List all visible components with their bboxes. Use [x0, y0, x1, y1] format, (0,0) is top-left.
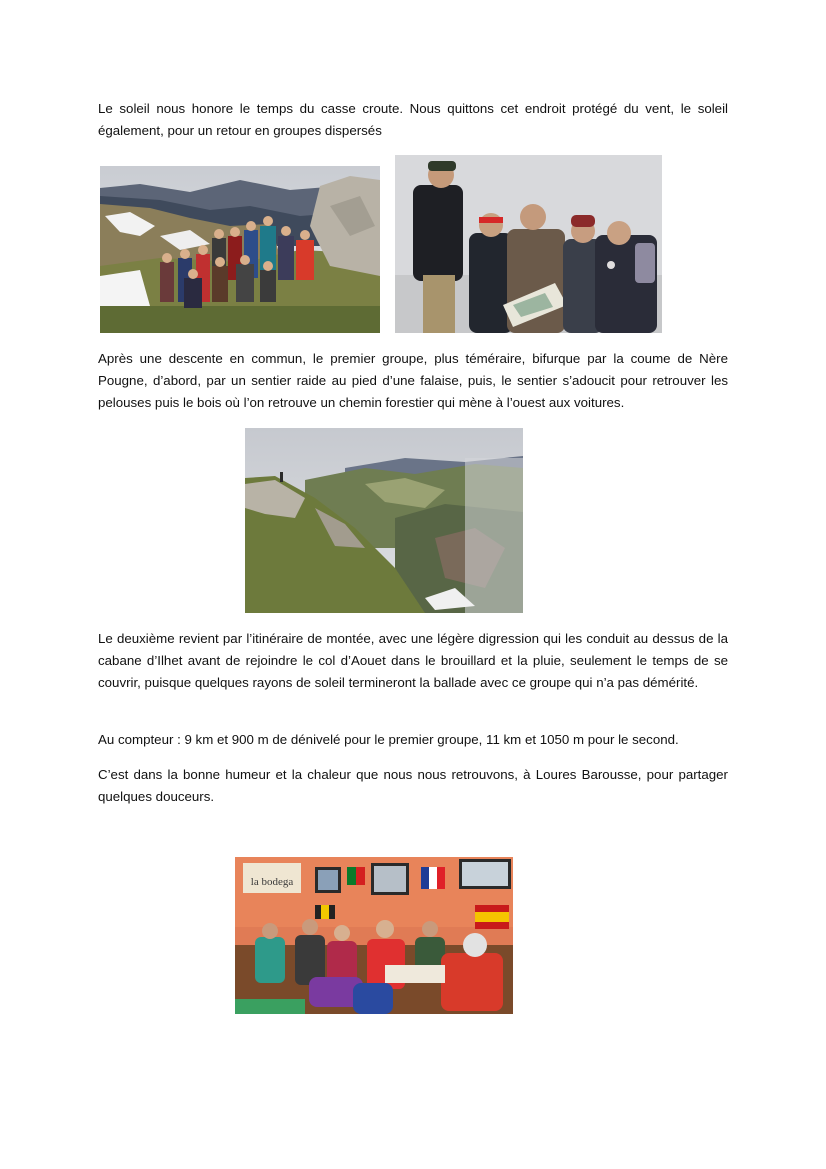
photo-hikers-map [395, 155, 662, 333]
paragraph-first-group: Après une descente en commun, le premier groupe, plus téméraire, bifurque par la coume de Nère Pougne, d’abord, par un sentier raide au pied d’une falaise, puis, le sentier s’adoucit pour retrouver les pelouses puis le bois où l’on retrouve un chemin forestier qui mène à l’ouest aux voitures. [98, 351, 728, 410]
photo-group-summit [100, 166, 380, 333]
paragraph-lunch: Le soleil nous honore le temps du casse croute. Nous quittons cet endroit protégé du vent, le soleil également, pour un retour en groupes dispersés [98, 101, 728, 138]
photo-cafe-gathering [235, 857, 513, 1014]
paragraph-distance-stats: Au compteur : 9 km et 900 m de dénivelé pour le premier groupe, 11 km et 1050 m pour le second. [98, 732, 679, 747]
cafe-sign-text: la bodega [250, 876, 294, 888]
photo-mountain-ridge [245, 428, 523, 613]
paragraph-gathering: C’est dans la bonne humeur et la chaleur que nous nous retrouvons, à Loures Barousse, pour partager quelques douceurs. [98, 767, 728, 804]
paragraph-second-group: Le deuxième revient par l’itinéraire de montée, avec une légère digression qui les conduit au dessus de la cabane d’Ilhet avant de rejoindre le col d’Aouet dans le brouillard et la pluie, seulement le temps de se couvrir, puisque quelques rayons de soleil termineront la ballade avec ce groupe qui n’a pas démérité. [98, 631, 728, 690]
